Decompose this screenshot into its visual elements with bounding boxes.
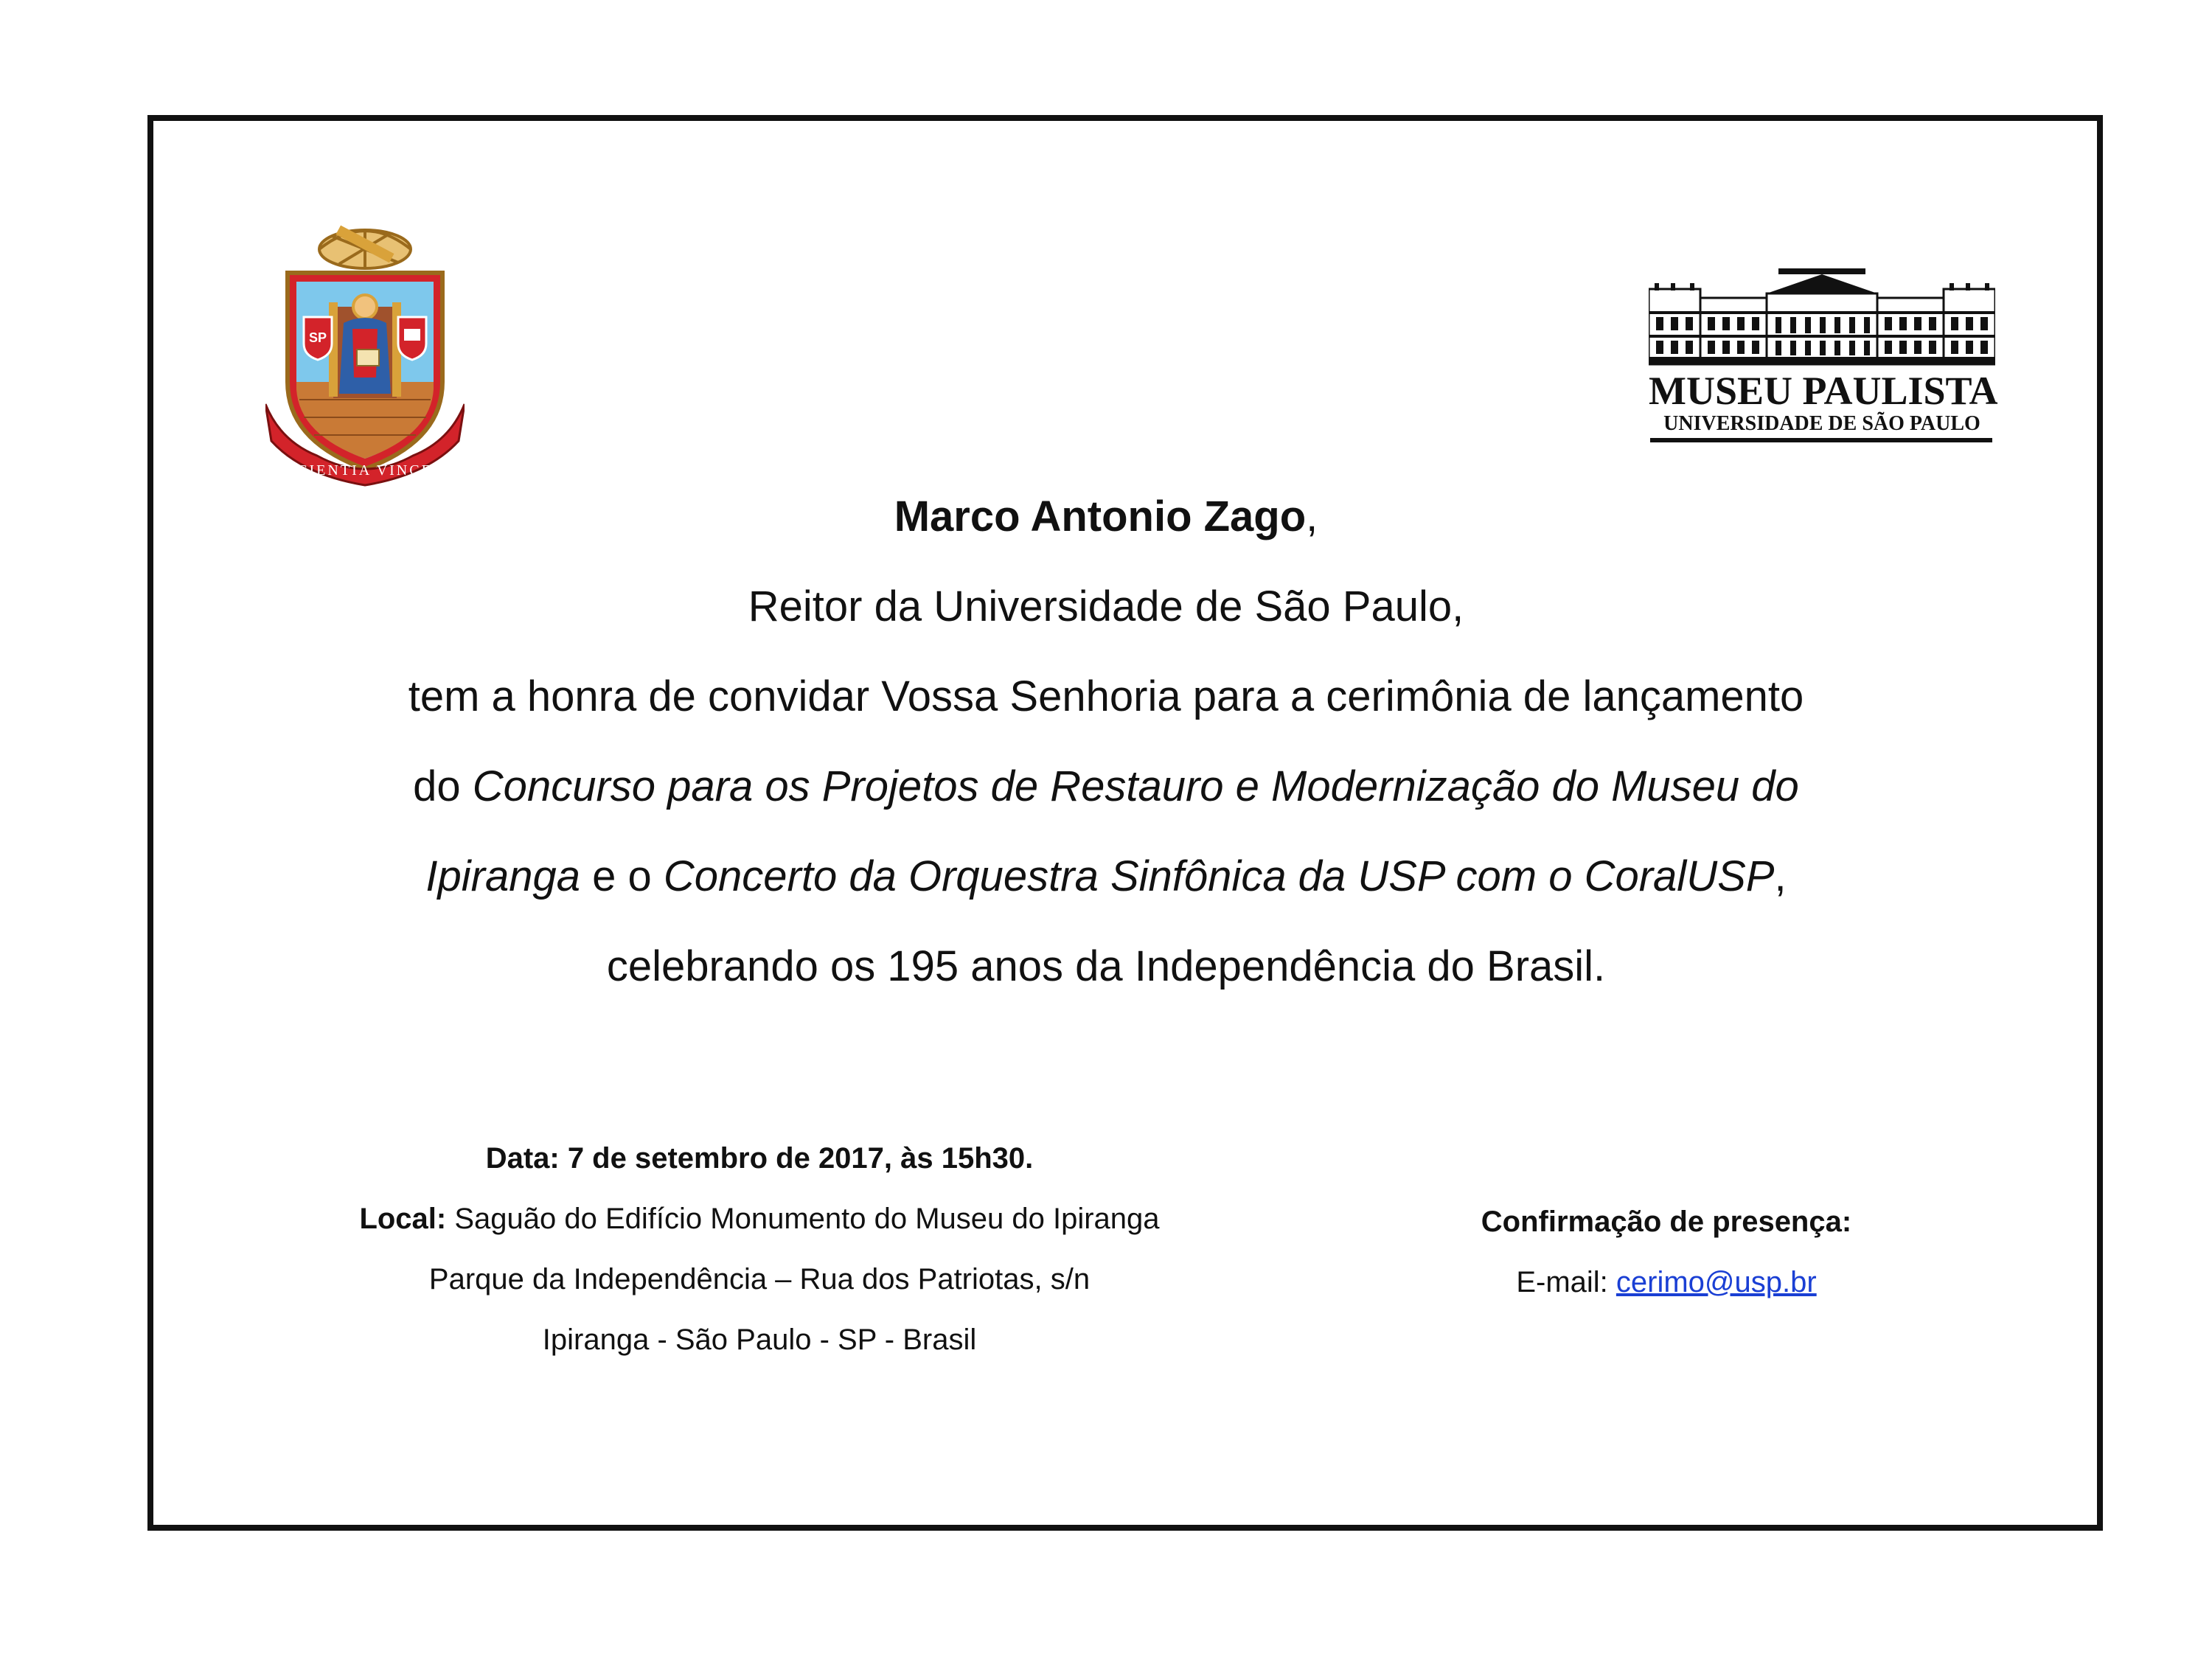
host-role: Reitor da Universidade de São Paulo, (748, 582, 1464, 630)
email-label: E-mail: (1516, 1266, 1616, 1298)
concert-title: Concerto da Orquestra Sinfônica da USP com o CoralUSP (663, 852, 1775, 900)
svg-text:SP: SP (308, 330, 327, 345)
contest-title-end: Ipiranga (425, 852, 581, 900)
address-line-2: Ipiranga - São Paulo - SP - Brasil (542, 1324, 977, 1356)
museum-building-icon (1649, 268, 1995, 366)
svg-text:SCIENTIA VINCES: SCIENTIA VINCES (287, 462, 443, 479)
location-label: Local: (359, 1203, 447, 1235)
rsvp-heading: Confirmação de presença: (1481, 1206, 1852, 1238)
rsvp-block (1371, 1192, 1961, 1312)
host-name: Marco Antonio Zago (894, 493, 1307, 540)
invitation-line-4-prefix: do (413, 762, 473, 810)
rsvp-email-line (1371, 1252, 1961, 1312)
invitation-text (221, 472, 1991, 1012)
invitation-line-3: tem a honra de convidar Vossa Senhoria para a cerimônia de lançamento (408, 672, 1804, 720)
host-line (221, 472, 1991, 562)
event-date (280, 1128, 1239, 1189)
location-value: Saguão do Edifício Monumento do Museu do Ipiranga (446, 1203, 1160, 1235)
event-location (280, 1189, 1239, 1249)
host-name-comma: , (1306, 493, 1318, 540)
museu-paulista-logo (1649, 268, 1998, 442)
event-details (280, 1128, 1239, 1370)
invitation-line-5-middle: e o (580, 852, 664, 900)
museum-logo-rule (1650, 438, 1992, 442)
event-date-text: Data: 7 de setembro de 2017, às 15h30. (485, 1142, 1034, 1175)
invitation-line-5 (221, 832, 1991, 922)
invitation-line-5-suffix: , (1774, 852, 1787, 900)
email-link[interactable]: cerimo@usp.br (1615, 1266, 1817, 1298)
museum-logo-title: MUSEU PAULISTA (1649, 369, 1998, 413)
address-line-1: Parque da Independência – Rua dos Patriotas, s/n (428, 1263, 1091, 1295)
usp-crest-icon (265, 220, 465, 493)
museum-logo-subtitle: UNIVERSIDADE DE SÃO PAULO (1663, 412, 1980, 435)
invitation-line-4 (221, 742, 1991, 832)
contest-title: Concurso para os Projetos de Restauro e Modernização do Museu do (472, 762, 1799, 810)
invitation-line-6: celebrando os 195 anos da Independência do Brasil. (606, 942, 1606, 990)
